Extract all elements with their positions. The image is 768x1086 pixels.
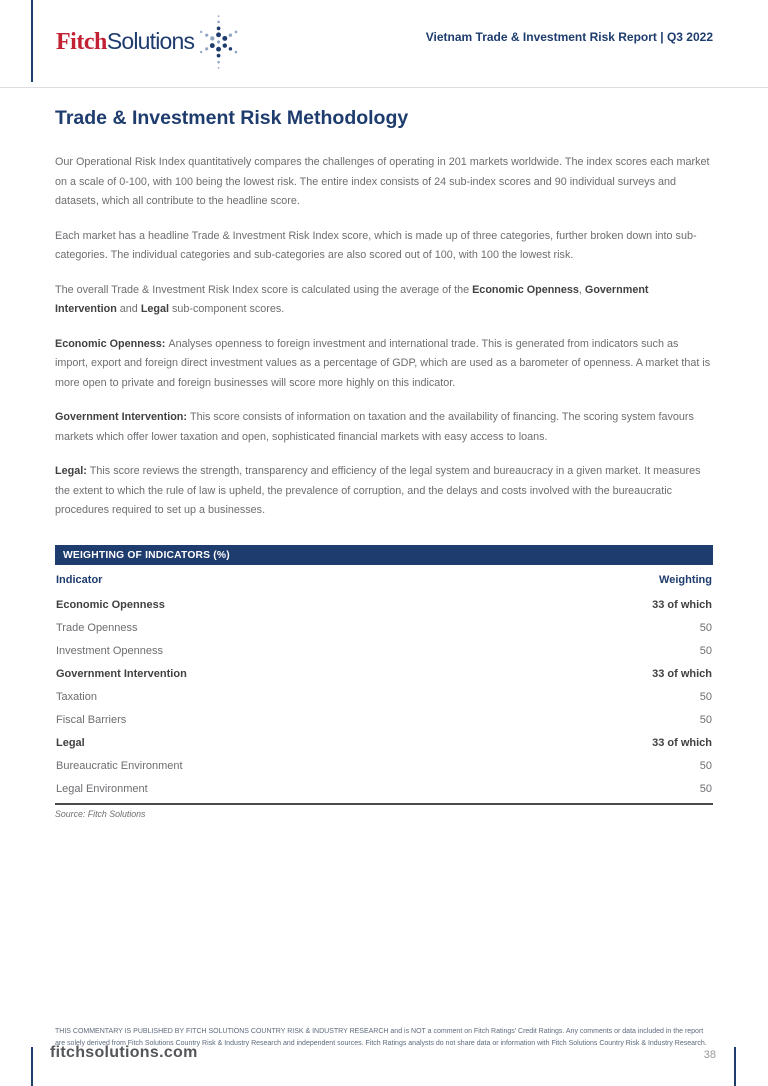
report-title: Vietnam Trade & Investment Risk Report | Q3 2022 xyxy=(425,30,713,44)
table-row xyxy=(55,754,713,777)
table-title-bar: WEIGHTING OF INDICATORS (%) xyxy=(55,545,713,565)
body-paragraph: The overall Trade & Investment Risk Index score is calculated using the average of the Economic Openness, Government Intervention and Legal sub-component scores. xyxy=(55,283,649,315)
page-title: Trade & Investment Risk Methodology xyxy=(55,107,409,129)
body-paragraph: Legal: This score reviews the strength, transparency and efficiency of the legal system and bureaucracy in a given market. It measures the extent to which the rule of law is upheld, the prevalence of corruption, and the delays and costs involved with the bureaucratic procedures required to set up a businesses. xyxy=(55,465,701,516)
logo-fitch-text: Fitch xyxy=(56,29,107,55)
row-value: 50 xyxy=(699,690,712,703)
row-value: 50 xyxy=(699,713,712,726)
row-label: Fiscal Barriers xyxy=(56,713,127,726)
page-edge-rule-bottom-left xyxy=(31,1047,33,1086)
row-label: Legal Environment xyxy=(56,782,148,795)
table-row xyxy=(55,616,713,639)
weighting-table xyxy=(55,545,713,819)
page-edge-rule-bottom-right xyxy=(734,1047,736,1086)
row-value: 50 xyxy=(699,759,712,772)
table-header-row xyxy=(55,565,713,593)
header-divider xyxy=(0,87,768,88)
main-content xyxy=(55,105,713,536)
row-label: Bureaucratic Environment xyxy=(56,759,183,772)
table-source: Source: Fitch Solutions xyxy=(55,809,146,819)
column-header-indicator: Indicator xyxy=(56,574,103,586)
row-value: 33 of which xyxy=(652,598,712,611)
footer-disclaimer: THIS COMMENTARY IS PUBLISHED BY FITCH SOLUTIONS COUNTRY RISK & INDUSTRY RESEARCH and is NOT a comment on Fitch Ratings’ Credit Ratings. Any comments or data included in the report are solely derived from Fitch Solutions Country Risk & Industry Research and independent sources. Fitch Ratings analysts do not share data or information with Fitch Solutions Country Risk & Industry Research. xyxy=(55,1028,707,1047)
body-paragraphs xyxy=(55,153,713,521)
table-row xyxy=(55,662,713,685)
table-row xyxy=(55,708,713,731)
footer-website-link[interactable]: fitchsolutions.com xyxy=(50,1044,198,1061)
row-value: 33 of which xyxy=(652,667,712,680)
row-value: 50 xyxy=(699,644,712,657)
table-row xyxy=(55,639,713,662)
weighting-table-body xyxy=(55,593,713,800)
body-paragraph: Each market has a headline Trade & Investment Risk Index score, which is made up of three categories, further broken down into sub-categories. The individual categories and sub-categories are also scored out of 100, with 100 the lowest risk. xyxy=(55,229,697,261)
row-label: Legal xyxy=(56,736,85,749)
fitch-starburst-icon xyxy=(197,5,243,79)
body-paragraph: Our Operational Risk Index quantitatively compares the challenges of operating in 201 markets worldwide. The index scores each market on a scale of 0-100, with 100 being the lowest risk. The entire index consists of 24 sub-index scores and 90 individual surveys and datasets, which all contribute to the headline score. xyxy=(55,156,710,207)
column-header-weighting: Weighting xyxy=(659,574,712,586)
page-number: 38 xyxy=(703,1049,716,1061)
row-label: Government Intervention xyxy=(56,667,187,680)
row-value: 50 xyxy=(699,621,712,634)
fitch-solutions-logo xyxy=(56,28,194,56)
table-row xyxy=(55,731,713,754)
row-label: Investment Openness xyxy=(56,644,164,657)
table-row xyxy=(55,685,713,708)
table-row xyxy=(55,593,713,616)
row-label: Economic Openness xyxy=(56,598,165,611)
row-value: 33 of which xyxy=(652,736,712,749)
row-label: Trade Openness xyxy=(56,621,138,634)
row-label: Taxation xyxy=(56,690,97,703)
row-value: 50 xyxy=(699,782,712,795)
body-paragraph: Government Intervention: This score consists of information on taxation and the availability of financing. The scoring system favours markets which offer lower taxation and open, sophisticated financial markets with easy access to loans. xyxy=(55,411,694,443)
table-row xyxy=(55,777,713,800)
logo-solutions-text: Solutions xyxy=(106,28,195,54)
body-paragraph: Economic Openness: Analyses openness to foreign investment and international trade. This is generated from indicators such as import, export and foreign direct investment values as a percentage of GDP, which are used as a barometer of openness. A market that is more open to private and foreign businesses will score more highly on this indicator. xyxy=(55,337,711,389)
page-edge-rule-top xyxy=(31,0,33,82)
